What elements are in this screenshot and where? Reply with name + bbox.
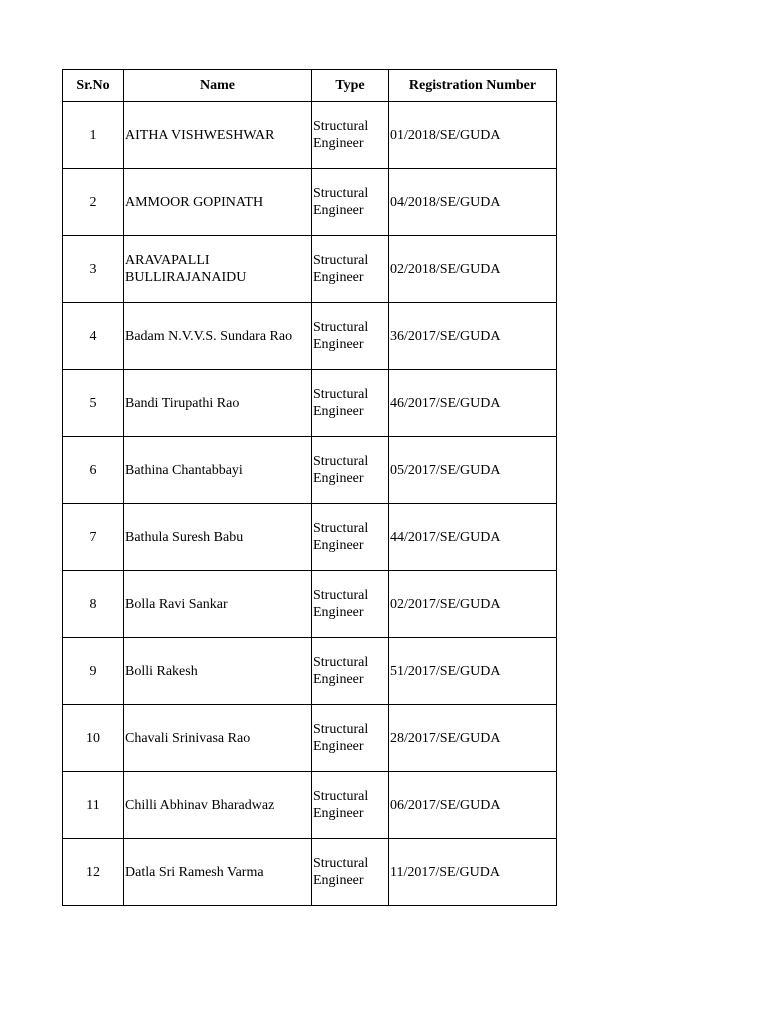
cell-type: Structural Engineer (312, 705, 389, 772)
cell-srno: 5 (63, 370, 124, 437)
cell-name: Bolla Ravi Sankar (124, 571, 312, 638)
cell-registration-number: 11/2017/SE/GUDA (389, 839, 557, 906)
cell-type: Structural Engineer (312, 437, 389, 504)
cell-srno: 9 (63, 638, 124, 705)
cell-registration-number: 02/2018/SE/GUDA (389, 236, 557, 303)
header-srno: Sr.No (63, 70, 124, 102)
cell-srno: 7 (63, 504, 124, 571)
cell-srno: 1 (63, 102, 124, 169)
cell-type: Structural Engineer (312, 370, 389, 437)
cell-registration-number: 05/2017/SE/GUDA (389, 437, 557, 504)
cell-name: Bathula Suresh Babu (124, 504, 312, 571)
table-row (63, 102, 557, 169)
cell-name: AMMOOR GOPINATH (124, 169, 312, 236)
cell-type: Structural Engineer (312, 571, 389, 638)
table-row (63, 839, 557, 906)
cell-name: Bolli Rakesh (124, 638, 312, 705)
cell-srno: 2 (63, 169, 124, 236)
cell-registration-number: 44/2017/SE/GUDA (389, 504, 557, 571)
cell-type: Structural Engineer (312, 236, 389, 303)
table-body (63, 102, 557, 906)
table-row (63, 236, 557, 303)
cell-type: Structural Engineer (312, 504, 389, 571)
cell-registration-number: 51/2017/SE/GUDA (389, 638, 557, 705)
cell-registration-number: 06/2017/SE/GUDA (389, 772, 557, 839)
table-row (63, 638, 557, 705)
cell-registration-number: 36/2017/SE/GUDA (389, 303, 557, 370)
header-name: Name (124, 70, 312, 102)
table-row (63, 571, 557, 638)
cell-srno: 3 (63, 236, 124, 303)
cell-type: Structural Engineer (312, 839, 389, 906)
cell-registration-number: 46/2017/SE/GUDA (389, 370, 557, 437)
cell-type: Structural Engineer (312, 638, 389, 705)
table-row (63, 437, 557, 504)
cell-srno: 11 (63, 772, 124, 839)
cell-type: Structural Engineer (312, 169, 389, 236)
table-row (63, 504, 557, 571)
table-row (63, 772, 557, 839)
table-row (63, 705, 557, 772)
cell-srno: 6 (63, 437, 124, 504)
header-registration-number: Registration Number (389, 70, 557, 102)
cell-name: Badam N.V.V.S. Sundara Rao (124, 303, 312, 370)
cell-name: Datla Sri Ramesh Varma (124, 839, 312, 906)
table-header (63, 70, 557, 102)
table-row (63, 169, 557, 236)
cell-registration-number: 28/2017/SE/GUDA (389, 705, 557, 772)
cell-name: ARAVAPALLI BULLIRAJANAIDU (124, 236, 312, 303)
cell-type: Structural Engineer (312, 102, 389, 169)
cell-registration-number: 02/2017/SE/GUDA (389, 571, 557, 638)
cell-srno: 4 (63, 303, 124, 370)
cell-srno: 12 (63, 839, 124, 906)
cell-name: Chilli Abhinav Bharadwaz (124, 772, 312, 839)
header-row (63, 70, 557, 102)
cell-name: AITHA VISHWESHWAR (124, 102, 312, 169)
header-type: Type (312, 70, 389, 102)
cell-type: Structural Engineer (312, 772, 389, 839)
cell-registration-number: 04/2018/SE/GUDA (389, 169, 557, 236)
cell-registration-number: 01/2018/SE/GUDA (389, 102, 557, 169)
cell-srno: 8 (63, 571, 124, 638)
cell-srno: 10 (63, 705, 124, 772)
table-row (63, 370, 557, 437)
cell-name: Chavali Srinivasa Rao (124, 705, 312, 772)
registration-table (62, 69, 557, 906)
cell-name: Bandi Tirupathi Rao (124, 370, 312, 437)
document-page (62, 69, 557, 906)
table-row (63, 303, 557, 370)
cell-name: Bathina Chantabbayi (124, 437, 312, 504)
cell-type: Structural Engineer (312, 303, 389, 370)
